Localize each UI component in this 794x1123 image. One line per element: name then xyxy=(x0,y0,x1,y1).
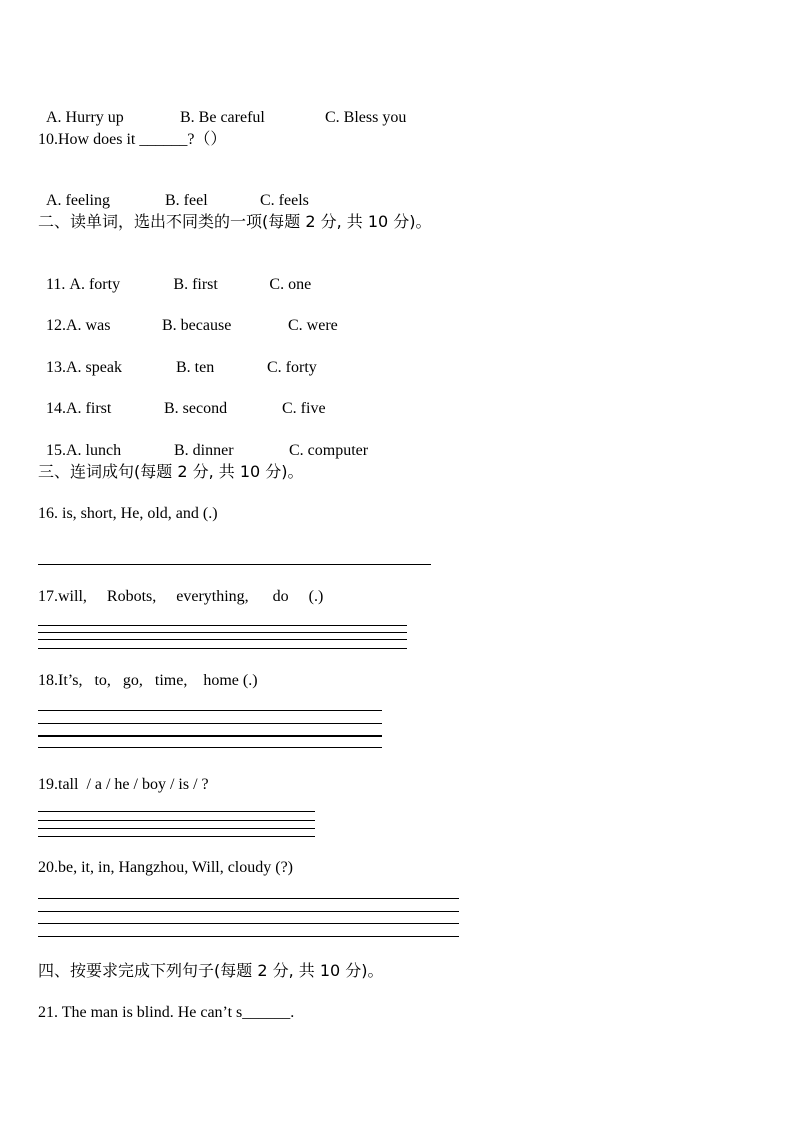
answer-line xyxy=(38,923,459,924)
q15-option-c: C. computer xyxy=(289,442,369,459)
question-11 xyxy=(38,255,311,295)
question-10-text: 10.How does it ______?（） xyxy=(38,131,227,148)
section-4-title: 四、按要求完成下列句子(每题 2 分, 共 10 分)。 xyxy=(38,961,384,980)
q12-option-b: B. because xyxy=(162,317,232,334)
question-10-options xyxy=(38,171,309,211)
q14-option-c: C. five xyxy=(282,400,326,417)
question-16: 16. is, short, He, old, and (.) xyxy=(38,505,218,522)
answer-line xyxy=(38,735,382,737)
answer-line xyxy=(38,710,382,711)
q9-option-c: C. Bless you xyxy=(325,109,407,126)
q12-number: 12. xyxy=(46,317,66,334)
q14-number: 14. xyxy=(46,400,66,417)
question-20: 20.be, it, in, Hangzhou, Will, cloudy (?) xyxy=(38,859,294,876)
answer-line xyxy=(38,828,315,829)
answer-line xyxy=(38,625,407,626)
answer-line xyxy=(38,632,407,633)
question-19: 19.tall / a / he / boy / is / ? xyxy=(38,776,209,793)
q12-option-a: A. was xyxy=(66,317,111,334)
answer-line xyxy=(38,898,459,899)
answer-line xyxy=(38,936,459,937)
answer-line xyxy=(38,820,315,821)
q9-option-b: B. Be careful xyxy=(180,109,265,126)
q13-number: 13. xyxy=(46,359,66,376)
answer-line xyxy=(38,836,315,837)
q13-option-b: B. ten xyxy=(176,359,215,376)
answer-line xyxy=(38,648,407,649)
q15-option-b: B. dinner xyxy=(174,442,234,459)
q15-number: 15. xyxy=(46,442,66,459)
q13-option-a: A. speak xyxy=(66,359,122,376)
question-18: 18.It’s, to, go, time, home (.) xyxy=(38,672,258,689)
question-13 xyxy=(38,338,317,378)
section-3-title: 三、连词成句(每题 2 分, 共 10 分)。 xyxy=(38,462,304,481)
answer-line xyxy=(38,723,382,724)
q12-option-c: C. were xyxy=(288,317,338,334)
question-15 xyxy=(38,421,368,461)
q10-option-c: C. feels xyxy=(260,192,309,209)
answer-line xyxy=(38,564,431,565)
q14-option-b: B. second xyxy=(164,400,228,417)
answer-line xyxy=(38,639,407,640)
section-2-title: 二、读单词，选出不同类的一项(每题 2 分, 共 10 分)。 xyxy=(38,212,432,231)
question-14 xyxy=(38,379,326,419)
question-9-options xyxy=(38,88,406,128)
q11-number: 11. xyxy=(46,276,66,293)
q10-option-b: B. feel xyxy=(165,192,208,209)
question-12 xyxy=(38,296,338,336)
q15-option-a: A. lunch xyxy=(66,442,122,459)
q14-option-a: A. first xyxy=(66,400,112,417)
q11-option-c: C. one xyxy=(269,276,312,293)
q11-option-a: A. forty xyxy=(69,276,121,293)
q9-option-a: A. Hurry up xyxy=(46,109,124,126)
answer-line xyxy=(38,747,382,748)
question-17: 17.will, Robots, everything, do (.) xyxy=(38,588,324,605)
q11-option-b: B. first xyxy=(173,276,218,293)
answer-line xyxy=(38,811,315,812)
question-21: 21. The man is blind. He can’t s______. xyxy=(38,1004,295,1021)
q13-option-c: C. forty xyxy=(267,359,317,376)
answer-line xyxy=(38,911,459,912)
q10-option-a: A. feeling xyxy=(46,192,110,209)
